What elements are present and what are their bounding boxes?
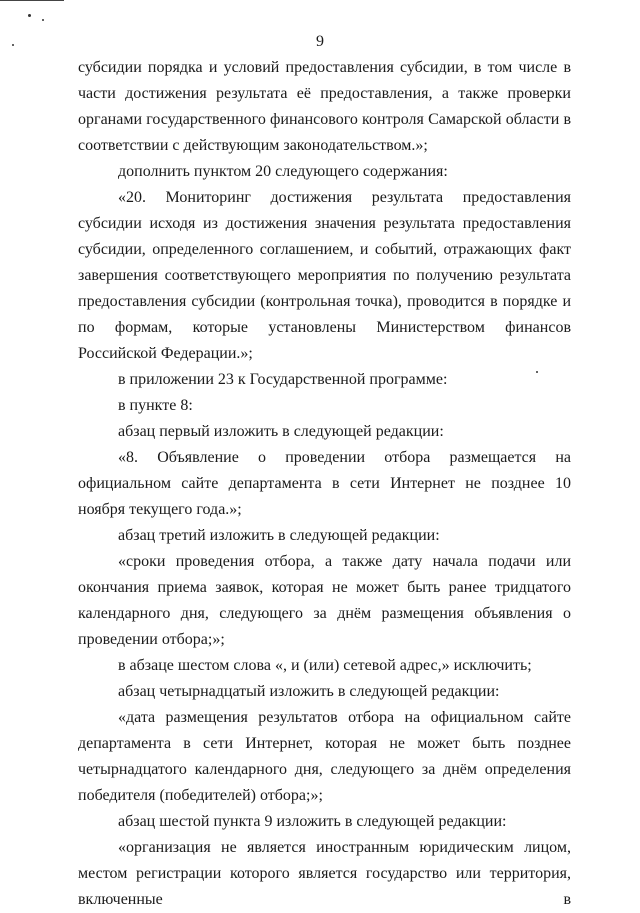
paragraph: абзац первый изложить в следующей редакции: (118, 423, 444, 440)
paragraph: субсидии порядка и условий предоставления субсидии, в том числе в части достижения результата её предоставления, а также проверки органами государственного финансового контроля Самарской области в соответствии с действующим законодательством.»; (78, 59, 571, 154)
paragraph: дополнить пунктом 20 следующего содержания: (118, 163, 448, 180)
page-number: 9 (316, 33, 324, 50)
paragraph: «8. Объявление о проведении отбора размещается на официальном сайте департамента в сети Интернет не позднее 10 ноября текущего года.»; (78, 449, 571, 518)
paragraph: «20. Мониторинг достижения результата предоставления субсидии исходя из достижения значения результата предоставления субсидии, определенного соглашением, и событий, отражающих факт завершения соответствующего мероприятия по получению результата предоставления субсидии (контрольная точка), проводится в порядке и по формам, которые установлены Министерством финансов Российской Федерации.»; (78, 189, 571, 362)
paragraph: абзац шестой пункта 9 изложить в следующей редакции: (118, 813, 507, 830)
scan-corner-line (0, 0, 64, 1)
scan-speck (42, 19, 44, 21)
scan-speck (28, 14, 31, 17)
paragraph: в приложении 23 к Государственной программе: (118, 371, 448, 388)
paragraph: «организация не является иностранным юридическим лицом, местом регистрации которого является государство или территория, включенные в (78, 839, 571, 908)
paragraph: абзац третий изложить в следующей редакции: (118, 527, 440, 544)
paragraph: «сроки проведения отбора, а также дату начала подачи или окончания приема заявок, которая не может быть ранее тридцатого календарного дня, следующего за днём размещения объявления о проведении отбора;»; (78, 553, 571, 648)
paragraph: в абзаце шестом слова «, и (или) сетевой адрес,» исключить; (118, 657, 532, 674)
document-body (78, 55, 571, 913)
paragraph: абзац четырнадцатый изложить в следующей редакции: (118, 683, 500, 700)
paragraph: в пункте 8: (118, 397, 193, 414)
paragraph: «дата размещения результатов отбора на официальном сайте департамента в сети Интернет, которая не может быть позднее четырнадцатого календарного дня, следующего за днём определения победителя (победителей) отбора;»; (78, 709, 571, 804)
